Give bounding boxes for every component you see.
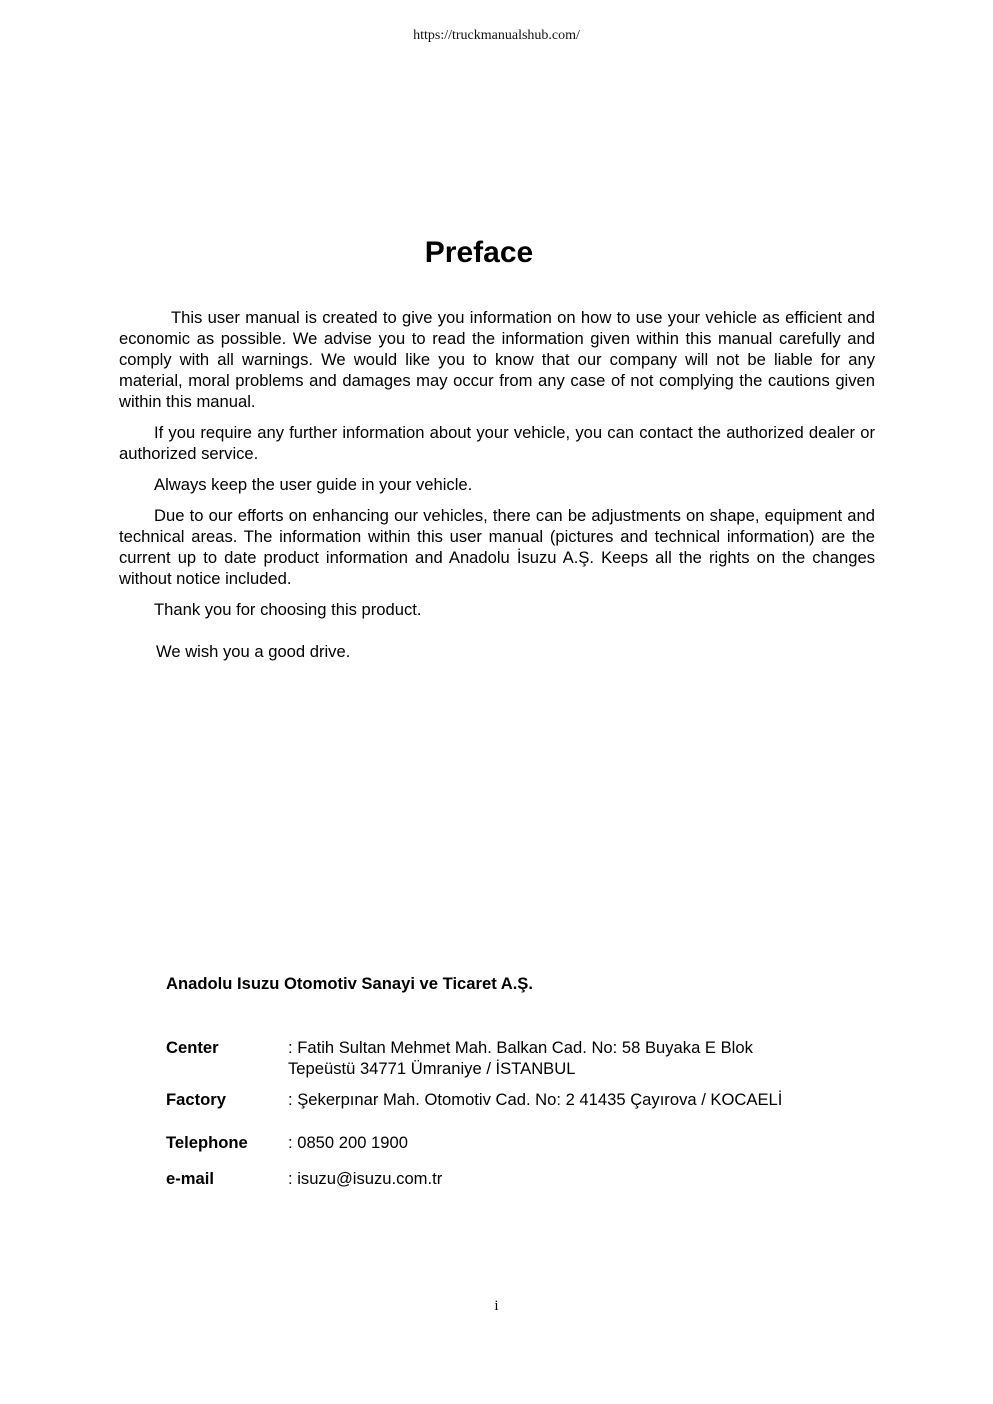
contact-row-factory: [166, 1089, 848, 1110]
header-url[interactable]: https://truckmanualshub.com/: [413, 28, 580, 43]
paragraph-good-drive: We wish you a good drive.: [156, 642, 351, 661]
center-address-line1: : Fatih Sultan Mehmet Mah. Balkan Cad. No: 58 Buyaka E Blok: [288, 1038, 753, 1057]
paragraph-keep-guide: Always keep the user guide in your vehicle.: [154, 475, 473, 494]
paragraph-thank-you: Thank you for choosing this product.: [154, 600, 422, 619]
paragraph-intro: This user manual is created to give you information on how to use your vehicle as efficient and economic as possible. We advise you to read the information given within this manual carefully and comply with all warnings. We would like you to know that our company will not be liable for any material, moral problems and damages may occur from any case of not complying the cautions given within this manual.: [119, 308, 875, 411]
center-label: Center: [166, 1038, 219, 1057]
contact-row-email: [166, 1168, 848, 1189]
contact-row-center: [166, 1037, 848, 1079]
page-number: i: [494, 1298, 499, 1314]
paragraph-contact-dealer: If you require any further information about your vehicle, you can contact the authorized dealer or authorized service.: [119, 423, 875, 463]
page-title: Preface: [424, 236, 534, 269]
factory-address: : Şekerpınar Mah. Otomotiv Cad. No: 2 41435 Çayırova / KOCAELİ: [288, 1090, 783, 1109]
center-address: [288, 1037, 848, 1079]
telephone-label: Telephone: [166, 1133, 248, 1152]
contact-row-telephone: [166, 1132, 848, 1153]
company-name: Anadolu Isuzu Otomotiv Sanayi ve Ticaret A.Ş.: [166, 974, 533, 993]
telephone-number: : 0850 200 1900: [288, 1133, 408, 1152]
center-address-line2: Tepeüstü 34771 Ümraniye / İSTANBUL: [288, 1059, 576, 1078]
email-address: : isuzu@isuzu.com.tr: [288, 1169, 443, 1188]
factory-label: Factory: [166, 1090, 226, 1109]
email-label: e-mail: [166, 1169, 214, 1188]
paragraph-adjustments: Due to our efforts on enhancing our vehicles, there can be adjustments on shape, equipment and technical areas. The information within this user manual (pictures and technical information) are the current up to date product information and Anadolu İsuzu A.Ş. Keeps all the rights on the changes without notice included.: [119, 506, 875, 588]
preface-body: [119, 307, 875, 672]
